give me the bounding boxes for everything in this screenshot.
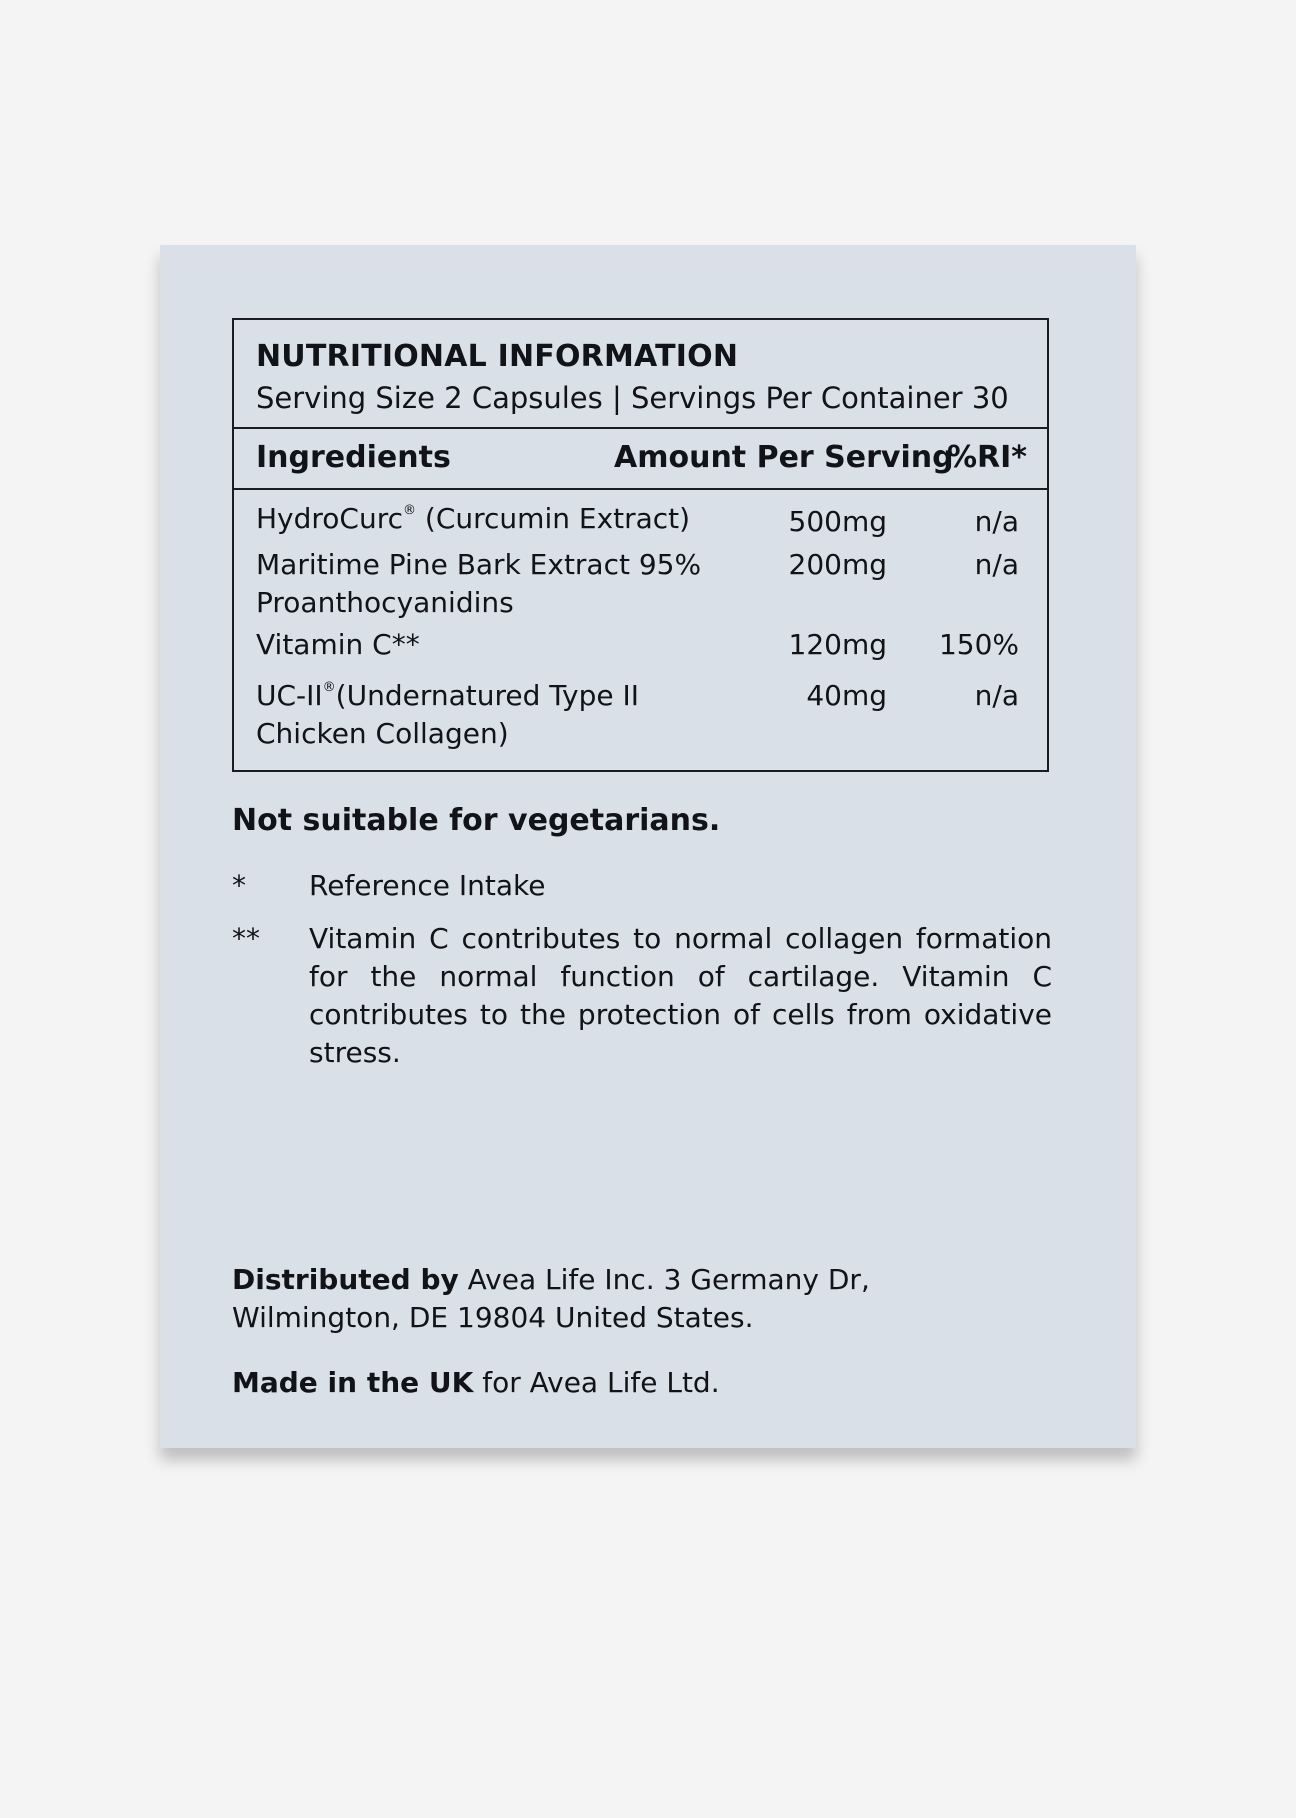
vegetarian-notice: Not suitable for vegetarians. <box>232 803 721 838</box>
column-ri: %RI* <box>946 440 1027 475</box>
footnote-mark: * <box>232 869 246 902</box>
distributor-info <box>232 1261 932 1337</box>
column-ingredients: Ingredients <box>256 440 451 475</box>
footnote-text: Reference Intake <box>309 869 546 902</box>
ingredient-ri: n/a <box>974 505 1019 538</box>
nutrition-panel <box>232 318 1049 772</box>
serving-info: Serving Size 2 Capsules | Servings Per Container 30 <box>256 381 1009 415</box>
panel-title: NUTRITIONAL INFORMATION <box>256 339 739 374</box>
label-card <box>160 245 1136 1448</box>
ingredient-amount: 500mg <box>788 505 887 538</box>
footnote-vitamin-c <box>232 920 1052 1072</box>
ingredient-name: Vitamin C** <box>256 628 420 661</box>
ingredient-name: UC-II®(Undernatured Type II Chicken Collagen) <box>256 679 640 750</box>
origin-info <box>232 1364 720 1402</box>
ingredient-name: Maritime Pine Bark Extract 95% Proanthocyanidins <box>256 548 702 619</box>
column-amount: Amount Per Serving <box>614 440 954 475</box>
column-headers <box>234 429 1047 490</box>
footnote-reference-intake <box>232 867 1052 905</box>
origin-label: Made in the UK <box>232 1366 474 1399</box>
origin-text: for Avea Life Ltd. <box>473 1366 720 1399</box>
distributor-label: Distributed by <box>232 1263 459 1296</box>
panel-header <box>234 320 1047 429</box>
ingredient-name: HydroCurc® (Curcumin Extract) <box>256 502 691 535</box>
ingredient-ri: n/a <box>974 548 1019 581</box>
footnote-mark: ** <box>232 922 260 955</box>
ingredient-amount: 120mg <box>788 628 887 661</box>
ingredient-amount: 200mg <box>788 548 887 581</box>
footnote-text: Vitamin C contributes to normal collagen formation for the normal function of cartilage. Vitamin C contributes to the protection of cells from oxidative stress. <box>309 922 1052 1069</box>
ingredient-ri: n/a <box>974 679 1019 712</box>
ingredient-amount: 40mg <box>806 679 887 712</box>
distributor-address: Avea Life Inc. 3 Germany Dr, Wilmington, DE 19804 United States. <box>232 1263 870 1334</box>
ingredient-ri: 150% <box>938 628 1019 661</box>
